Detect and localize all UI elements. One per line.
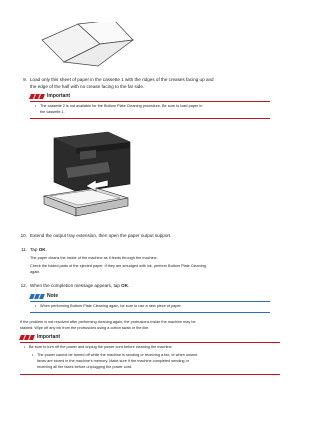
closing-line-2: stained. Wipe off any ink from the protrusions using a cotton swab or the like.: [20, 326, 150, 330]
step-12-text: [30, 283, 129, 289]
important-2-bullet-2-line2: faxes are stored in the machine's memory. Make sure if the machine completed sending or: [37, 359, 189, 363]
step-11-pre: Tap: [30, 247, 39, 252]
important-2-bullet-1: • Be sure to turn off the power and unplug the power cord before cleaning the machine.: [29, 345, 173, 351]
step-9-text-line1: Load only this sheet of paper in the cassette 1 with the ridges of the creases facing up and: [30, 77, 214, 82]
important-2-rule-bottom: [20, 374, 280, 375]
step-9-number: 9.: [23, 77, 27, 82]
ok-label: OK: [38, 247, 46, 252]
important-bullet-1-line1: • The cassette 2 is not available for the Bottom Plate Cleaning procedure. Be sure to load paper in: [40, 104, 202, 110]
note-icon: [30, 294, 44, 299]
important-bullet-1-line2: the cassette 1.: [40, 110, 65, 114]
important-rule-top: [30, 101, 270, 102]
important-title: Important: [37, 334, 61, 340]
step-12-number: 12.: [20, 283, 27, 288]
step-11-desc-1: The paper cleans the inside of the machine as it feeds through the machine.: [30, 256, 158, 260]
step-10-number: 10.: [20, 233, 27, 238]
folded-paper-illustration: [40, 22, 135, 68]
important-rule-bottom: [30, 118, 270, 119]
step-11-desc-2-line1: Check the folded parts of the ejected paper. If they are smudged with ink, perform Bottom Plate Cleaning: [30, 264, 206, 268]
step-11-text: [30, 247, 47, 253]
step-11-post: .: [45, 247, 47, 252]
important-heading-2: [20, 334, 60, 341]
printer-cassette-illustration: [38, 128, 138, 226]
note-rule-top: [30, 301, 270, 302]
step-12-post: .: [128, 283, 130, 288]
step-10-text: Extend the output tray extension, then open the paper output support.: [30, 233, 172, 238]
note-bullet-1: • When performing Bottom Plate Cleaning again, be sure to use a new piece of paper.: [40, 304, 182, 310]
important-2-bullet-2-line3: receiving all the faxes before unplugging the power cord.: [37, 365, 133, 369]
step-9-text-line2: the edge of the half with no crease facing to the far side.: [30, 84, 145, 89]
step-12-pre: When the completion message appears, tap: [30, 283, 122, 288]
important-title: Important: [47, 93, 71, 99]
important-2-rule-top: [20, 342, 280, 343]
important-heading: [30, 93, 70, 100]
step-11-desc-2-line2: again.: [30, 270, 41, 274]
note-title: Note: [47, 293, 59, 299]
important-icon: [20, 335, 34, 340]
note-heading: [30, 293, 58, 300]
closing-line-1: If the problem is not resolved after performing cleaning again, the protrusions inside the machine may be: [20, 320, 196, 324]
step-11-number: 11.: [20, 247, 27, 252]
important-2-bullet-2-line1: • The power cannot be turned off while the machine is sending or receiving a fax, or when unsent: [37, 353, 197, 359]
ok-label: OK: [121, 283, 129, 288]
important-icon: [30, 94, 44, 99]
note-rule-bottom: [30, 312, 270, 313]
